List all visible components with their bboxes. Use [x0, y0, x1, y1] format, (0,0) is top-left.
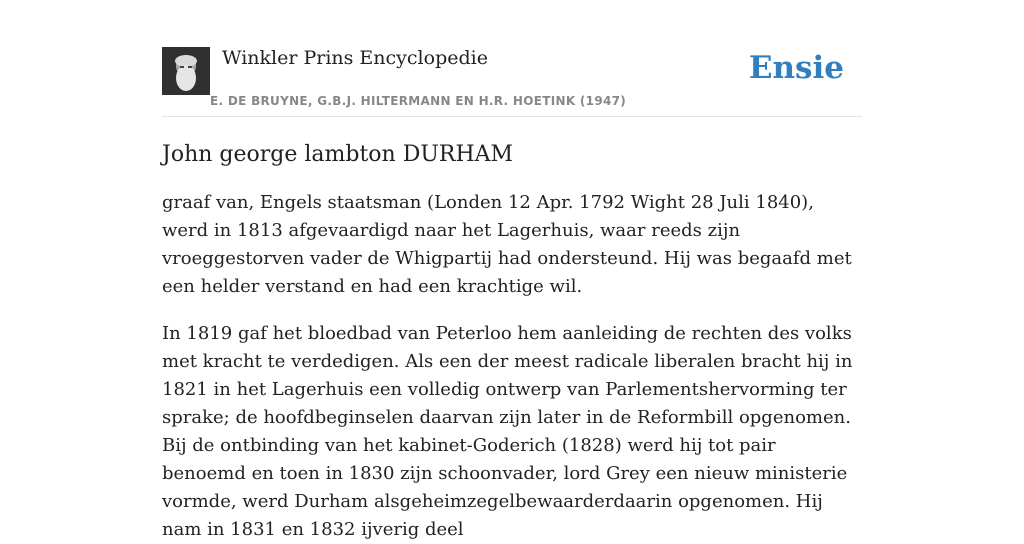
header	[162, 44, 862, 117]
portrait-avatar-icon[interactable]	[162, 47, 210, 95]
article-title: John george lambton DURHAM	[162, 142, 514, 167]
authors-line: E. DE BRUYNE, G.B.J. HILTERMANN EN H.R. HOETINK (1947)	[210, 94, 627, 108]
site-title[interactable]: Winkler Prins Encyclopedie	[222, 47, 488, 69]
brand-logo[interactable]: Ensie	[748, 50, 844, 86]
article	[162, 138, 862, 544]
article-paragraph: graaf van, Engels staatsman (Londen 12 Apr. 1792 Wight 28 Juli 1840), werd in 1813 afgevaardigd naar het Lagerhuis, waar reeds zijn vroeggestorven vader de Whigpartij had ondersteund. Hij was begaafd met een helder verstand en had een krachtige wil.	[162, 192, 852, 297]
article-paragraph: In 1819 gaf het bloedbad van Peterloo hem aanleiding de rechten des volks met kracht te verdedigen. Als een der meest radicale liberalen bracht hij in 1821 in het Lagerhuis een volledig ontwerp van Parlementshervorming ter sprake; de hoofdbeginselen daarvan zijn later in de Reformbill opgenomen. Bij de ontbinding van het kabinet-Goderich (1828) werd hij tot pair benoemd en toen in 1830 zijn schoonvader, lord Grey een nieuw ministerie vormde, werd Durham alsgeheimzegelbewaarderdaarin opgenomen. Hij nam in 1831 en 1832 ijverig deel	[162, 323, 853, 540]
